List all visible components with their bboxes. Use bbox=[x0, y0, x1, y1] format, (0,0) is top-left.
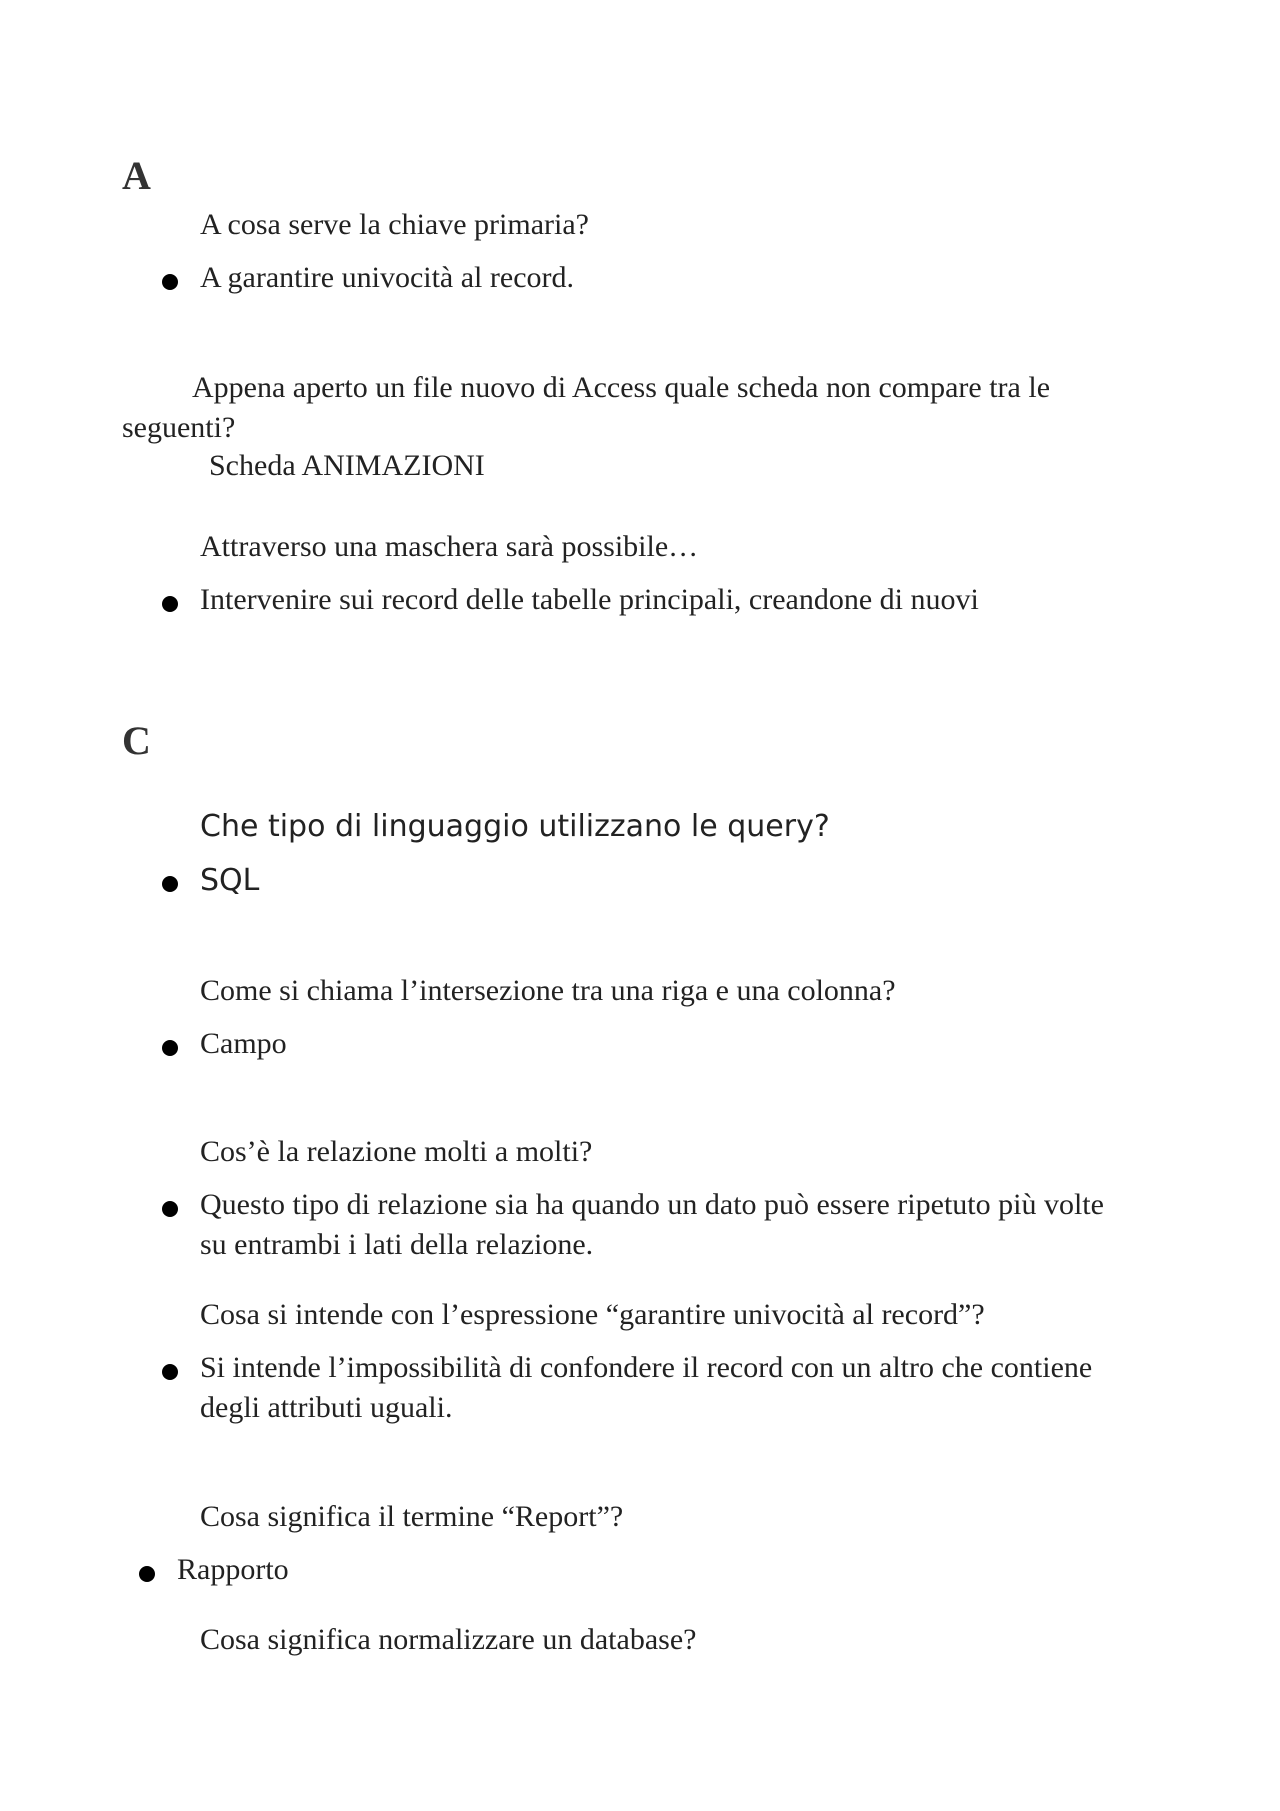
answer-query-language: SQL bbox=[200, 863, 260, 898]
section-heading-a: A bbox=[122, 153, 151, 198]
answer-mask: Intervenire sui record delle tabelle principali, creandone di nuovi bbox=[200, 583, 979, 616]
question-access-tab: Appena aperto un file nuovo di Access quale scheda non compare tra le seguenti? bbox=[122, 371, 1051, 444]
answer-intersection: Campo bbox=[200, 1027, 287, 1060]
answer-access-tab: Scheda ANIMAZIONI bbox=[209, 449, 485, 482]
answer-record-uniqueness: Si intende l’impossibilità di confondere il record con un altro che contiene degli attributi uguali. bbox=[200, 1351, 1093, 1424]
bullet-icon bbox=[162, 1201, 178, 1217]
question-record-uniqueness: Cosa si intende con l’espressione “garantire univocità al record”? bbox=[200, 1298, 985, 1331]
question-mask: Attraverso una maschera sarà possibile… bbox=[200, 530, 699, 563]
question-primary-key: A cosa serve la chiave primaria? bbox=[200, 208, 589, 241]
bullet-icon bbox=[162, 274, 178, 290]
bullet-icon bbox=[162, 1040, 178, 1056]
section-heading-c: C bbox=[122, 718, 151, 763]
bullet-icon bbox=[162, 876, 178, 892]
bullet-icon bbox=[162, 596, 178, 612]
question-intersection: Come si chiama l’intersezione tra una riga e una colonna? bbox=[200, 974, 896, 1007]
question-query-language: Che tipo di linguaggio utilizzano le query? bbox=[200, 809, 830, 844]
bullet-icon bbox=[139, 1566, 155, 1582]
question-normalization: Cosa significa normalizzare un database? bbox=[200, 1623, 697, 1656]
answer-primary-key: A garantire univocità al record. bbox=[200, 261, 575, 294]
question-many-to-many: Cos’è la relazione molti a molti? bbox=[200, 1135, 593, 1168]
question-report: Cosa significa il termine “Report”? bbox=[200, 1500, 624, 1533]
answer-many-to-many: Questo tipo di relazione sia ha quando un dato può essere ripetuto più volte su entrambi i lati della relazione. bbox=[200, 1188, 1104, 1261]
bullet-icon bbox=[162, 1364, 178, 1380]
answer-report: Rapporto bbox=[177, 1553, 289, 1586]
